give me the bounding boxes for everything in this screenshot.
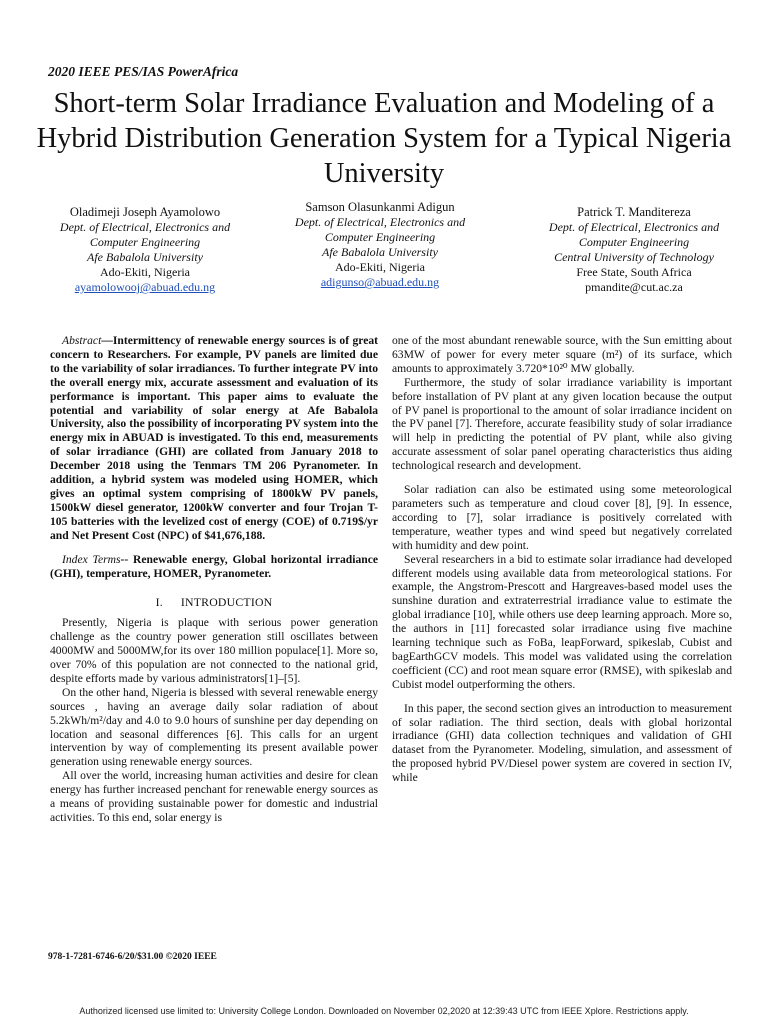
abstract bbox=[50, 334, 378, 543]
author-1 bbox=[20, 205, 270, 295]
author-name: Patrick T. Manditereza bbox=[577, 205, 691, 219]
left-column bbox=[50, 334, 378, 825]
author-3 bbox=[514, 205, 754, 295]
paragraph: one of the most abundant renewable source, with the Sun emitting about 63MW of power for every meter square (m²) of its surface, which amounts to approximately 3.720*10²⁰ MW globally. bbox=[392, 334, 732, 375]
paragraph: All over the world, increasing human activities and desire for clean energy has further increased penchant for renewable energy sources as a means of providing sustainable power for domestic and industrial activities. To this end, solar energy is bbox=[50, 769, 378, 824]
right-column bbox=[392, 334, 732, 785]
license-footer: Authorized licensed use limited to: University College London. Downloaded on November 02,2020 at 12:39:43 UTC from IEEE Xplore. Restrictions apply. bbox=[79, 1006, 689, 1016]
author-dept: Computer Engineering bbox=[324, 230, 436, 244]
author-dept: Computer Engineering bbox=[578, 235, 690, 249]
author-name: Samson Olasunkanmi Adigun bbox=[305, 200, 455, 214]
abstract-text: —Intermittency of renewable energy sources is of great concern to Researchers. For example, PV panels are limited due to the variability of solar irradiances. To further integrate PV into the overall energy mix, accurate assessment and evaluation of its performance is important. This paper aims to evaluate the potential and variability of solar energy at Afe Babalola University, also the possibility of incorporating PV system into the energy mix in ABUAD is investigated. To this end, measurements of solar irradiance (GHI) are collated from January 2018 to December 2018 using the Tenmars TM 206 Pyranometer. In addition, a hybrid system was modeled using HOMER, which gives an optimal system comprising of 1800kW PV panels, 1500kW diesel generator, 1200kW converter and four Trojan T-105 batteries with the levelized cost of energy (COE) of 0.719$/yr and Net Present Cost (NPC) of $41,676,188. bbox=[50, 334, 378, 542]
author-dept: Computer Engineering bbox=[89, 235, 201, 249]
author-2 bbox=[250, 200, 510, 290]
author-city: Free State, South Africa bbox=[576, 265, 692, 279]
paragraph: On the other hand, Nigeria is blessed with several renewable energy sources , having an average daily solar radiation of about 5.2kWh/m²/day and 4.0 to 9.0 hours of sunshine per day depending on location and seasonal differences [6]. This calls for an urgent intervention by way of complementing its present available power generation using renewable energy sources. bbox=[50, 685, 378, 769]
author-university: Central University of Technology bbox=[554, 250, 714, 264]
author-dept: Dept. of Electrical, Electronics and bbox=[548, 220, 720, 234]
index-terms bbox=[50, 553, 378, 581]
author-university: Afe Babalola University bbox=[322, 245, 438, 259]
isbn-copyright: 978-1-7281-6746-6/20/$31.00 ©2020 IEEE bbox=[48, 952, 217, 962]
index-terms-label: Index Terms bbox=[62, 552, 121, 566]
section-number: I. bbox=[155, 595, 163, 610]
section-title: INTRODUCTION bbox=[180, 595, 273, 610]
author-dept: Dept. of Electrical, Electronics and bbox=[59, 220, 231, 234]
section-heading bbox=[50, 596, 378, 610]
author-dept: Dept. of Electrical, Electronics and bbox=[294, 215, 466, 229]
index-terms-text: -- Renewable energy, Global horizontal irradiance (GHI), temperature, HOMER, Pyranometer. bbox=[50, 552, 378, 580]
paragraph: In this paper, the second section gives an introduction to measurement of solar radiation. The third section, deals with global horizontal irradiance (GHI) data collection techniques and validation of GHI dataset from the Pyranometer. Modeling, simulation, and assessment of the proposed hybrid PV/Diesel power system are covered in section IV, while bbox=[392, 701, 732, 785]
paragraph: Several researchers in a bid to estimate solar irradiance had developed different models using available data from meteorological stations. For example, the Angstrom-Prescott and Hargreaves-based model uses the sunshine duration and extraterrestrial irradiance value to estimate the global irradiance [10], while others use deep learning approach. More so, the authors in [11] forecasted solar irradiance using five machine learning technique such as FoBa, leapForward, spikeslab, Cubist and bagEarthGCV models. This model was validated using the correlation coefficient (CC) and root mean square error (RMSE), with spikeslab and Cubist model outperforming the others. bbox=[392, 552, 732, 691]
author-university: Afe Babalola University bbox=[87, 250, 203, 264]
author-email: pmandite@cut.ac.za bbox=[585, 280, 683, 294]
author-email-link[interactable]: ayamolowooj@abuad.edu.ng bbox=[74, 280, 216, 294]
author-block bbox=[0, 200, 768, 303]
paragraph: Solar radiation can also be estimated using some meteorological parameters such as temperature and cloud cover [8], [9]. In essence, according to [7], solar irradiance is positively correlated with temperature, weather types and wind speed but negatively correlated with humidity and dew point. bbox=[392, 483, 732, 552]
abstract-label: Abstract bbox=[62, 334, 102, 347]
paragraph: Presently, Nigeria is plaque with serious power generation challenge as the country power generation still oscillates between 4000MW and 5000MW,for its over 180 million populace[1]. More so, over 70% of this population are not connected to the national grid, despite efforts made by various administrators[1]–[5]. bbox=[50, 616, 378, 685]
paragraph: Furthermore, the study of solar irradiance variability is important before installation of PV plant at any given location because the output of PV panel is proportional to the amount of solar irradiance incident on the PV panel [7]. Therefore, accurate feasibility study of solar irradiance will help in predicting the potential of PV plant, while also giving accurate assessment of solar panel operating characteristics thus aiding technological research and development. bbox=[392, 375, 732, 473]
author-email-link[interactable]: adigunso@abuad.edu.ng bbox=[320, 275, 440, 289]
author-city: Ado-Ekiti, Nigeria bbox=[100, 265, 190, 279]
author-city: Ado-Ekiti, Nigeria bbox=[335, 260, 425, 274]
conference-name: 2020 IEEE PES/IAS PowerAfrica bbox=[48, 64, 239, 79]
author-name: Oladimeji Joseph Ayamolowo bbox=[69, 205, 221, 219]
paper-title: Short-term Solar Irradiance Evaluation and Modeling of a Hybrid Distribution Generation System for a Typical Nigeria University bbox=[36, 88, 732, 189]
